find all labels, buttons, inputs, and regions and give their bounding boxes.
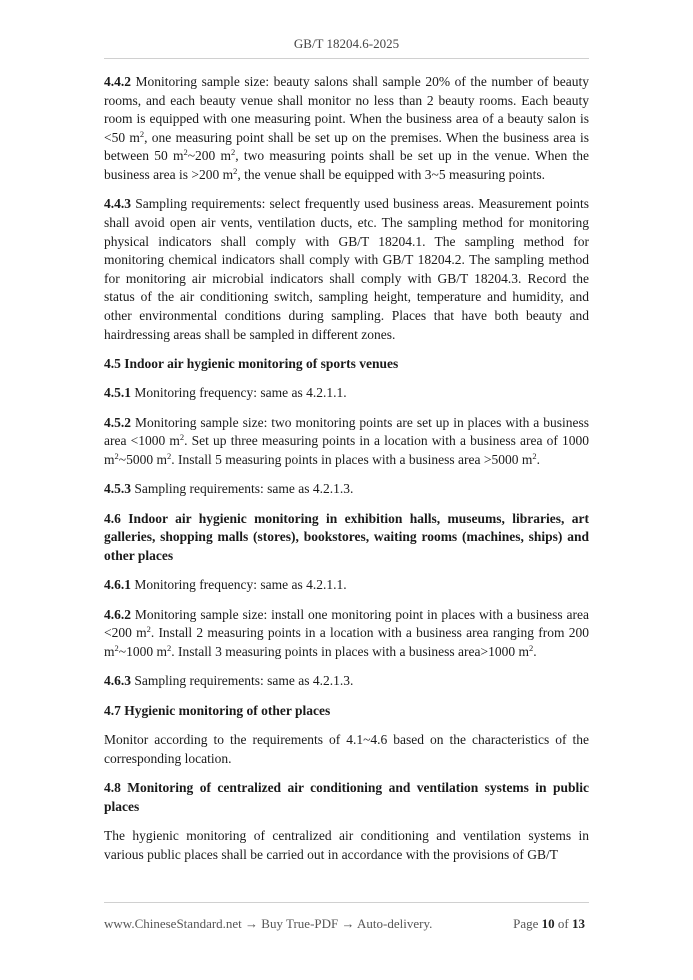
footer-divider bbox=[104, 902, 589, 903]
clause-text: Monitoring frequency: same as 4.2.1.1. bbox=[131, 385, 347, 401]
superscript: 2 bbox=[114, 450, 119, 461]
document-body bbox=[104, 73, 589, 875]
page-total: 13 bbox=[572, 916, 585, 931]
clause-4-6-3 bbox=[104, 672, 589, 691]
clause-number: 4.4.2 bbox=[104, 74, 131, 89]
site-link[interactable]: www.ChineseStandard.net bbox=[104, 916, 242, 931]
header-divider bbox=[104, 58, 589, 59]
footer-links bbox=[104, 916, 432, 932]
heading-4-7: 4.7 Hygienic monitoring of other places bbox=[104, 702, 331, 718]
superscript: 2 bbox=[114, 642, 119, 653]
clause-4-4-3 bbox=[104, 195, 589, 344]
clause-4-5-3 bbox=[104, 480, 589, 499]
superscript: 2 bbox=[166, 450, 172, 461]
clause-text: , one measuring point shall be set up on the premises. When the business area is between 50 m bbox=[104, 129, 589, 164]
clause-text: ~200 m bbox=[187, 148, 232, 164]
superscript: 2 bbox=[532, 450, 537, 461]
clause-text: , the venue shall be equipped with 3~5 measuring points. bbox=[237, 166, 545, 182]
superscript: 2 bbox=[231, 147, 236, 158]
heading-4-8: 4.8 Monitoring of centralized air conditioning and ventilation systems in public places bbox=[104, 779, 589, 814]
page-of-label: of bbox=[554, 916, 572, 931]
page-indicator bbox=[513, 916, 585, 932]
superscript: 2 bbox=[183, 147, 188, 158]
clause-4-5-1 bbox=[104, 384, 589, 403]
arrow-right-icon: → bbox=[241, 916, 262, 931]
heading-4-6: 4.6 Indoor air hygienic monitoring in exhibition halls, museums, libraries, art galleries, shopping malls (stores), bookstores, waiting rooms (machines, ships) and other places bbox=[104, 510, 589, 563]
superscript: 2 bbox=[529, 642, 534, 653]
buy-pdf-link[interactable]: Buy True-PDF bbox=[261, 916, 339, 931]
clause-4-5-2 bbox=[104, 414, 589, 470]
clause-text: . Install 2 measuring points in a location with a business area ranging from 200 m bbox=[104, 625, 589, 659]
page-label: Page bbox=[513, 916, 542, 931]
clause-number: 4.5.2 bbox=[104, 414, 131, 430]
superscript: 2 bbox=[139, 128, 145, 139]
clause-text: ~1000 m bbox=[118, 643, 167, 659]
paragraph-4-8: The hygienic monitoring of centralized air conditioning and ventilation systems in various public places shall be carried out in accordance with the provisions of GB/T bbox=[104, 827, 589, 862]
clause-text: Sampling requirements: same as 4.2.1.3. bbox=[131, 481, 354, 497]
superscript: 2 bbox=[166, 642, 172, 653]
clause-text: . bbox=[536, 451, 540, 467]
clause-number: 4.4.3 bbox=[104, 196, 131, 212]
superscript: 2 bbox=[146, 624, 151, 635]
clause-text: , two measuring points shall be set up in the venue. When the business area is >200 m bbox=[104, 148, 589, 182]
clause-4-4-2 bbox=[104, 73, 589, 185]
clause-text: . Install 3 measuring points in places with a business area>1000 m bbox=[171, 643, 529, 659]
clause-number: 4.6.2 bbox=[104, 606, 131, 622]
clause-4-6-1 bbox=[104, 576, 589, 595]
clause-text: . Set up three measuring points in a location with a business area of 1000 m bbox=[104, 433, 589, 467]
page-current: 10 bbox=[541, 916, 555, 931]
superscript: 2 bbox=[233, 165, 238, 176]
paragraph-4-7: Monitor according to the requirements of 4.1~4.6 based on the characteristics of the corresponding location. bbox=[104, 731, 589, 766]
clause-text: ~5000 m bbox=[118, 451, 167, 467]
clause-number: 4.6.3 bbox=[104, 673, 131, 689]
clause-number: 4.5.1 bbox=[104, 385, 131, 401]
arrow-right-icon: → bbox=[338, 916, 358, 931]
clause-text: Sampling requirements: same as 4.2.1.3. bbox=[131, 673, 354, 689]
clause-number: 4.6.1 bbox=[104, 577, 131, 593]
clause-number: 4.5.3 bbox=[104, 481, 131, 497]
clause-text: Monitoring sample size: install one monitoring point in places with a business area <200 m bbox=[104, 606, 589, 641]
clause-text: Monitoring sample size: two monitoring points are set up in places with a business area <1000 m bbox=[104, 414, 589, 449]
clause-text: Monitoring sample size: beauty salons shall sample 20% of the number of beauty rooms, and each beauty venue shall monitor no less than 2 beauty rooms. Each beauty room is equipped with one measuring point. When the business area of a beauty salon is <50 m bbox=[104, 74, 589, 145]
clause-text: Sampling requirements: select frequently used business areas. Measurement points shall avoid open air vents, ventilation ducts, etc. The sampling method for monitoring physical indicators shall comply with GB/T 18204.1. The sampling method for monitoring chemical indicators shall comply with GB/T 18204.2. The sampling method for monitoring air microbial indicators shall comply with GB/T 18204.3. Record the status of the air conditioning switch, sampling height, temperature and humidity, and other environmental conditions during sampling. Places that have both beauty and hairdressing areas shall be sampled in different zones. bbox=[104, 196, 589, 342]
superscript: 2 bbox=[179, 432, 185, 443]
running-header: GB/T 18204.6-2025 bbox=[293, 36, 400, 51]
clause-4-6-2 bbox=[104, 606, 589, 662]
delivery-text: Auto-delivery. bbox=[357, 916, 433, 931]
heading-4-5: 4.5 Indoor air hygienic monitoring of sports venues bbox=[104, 355, 399, 371]
clause-text: Monitoring frequency: same as 4.2.1.1. bbox=[131, 577, 347, 593]
clause-text: . Install 5 measuring points in places with a business area >5000 m bbox=[171, 451, 533, 467]
clause-text: . bbox=[533, 643, 537, 659]
